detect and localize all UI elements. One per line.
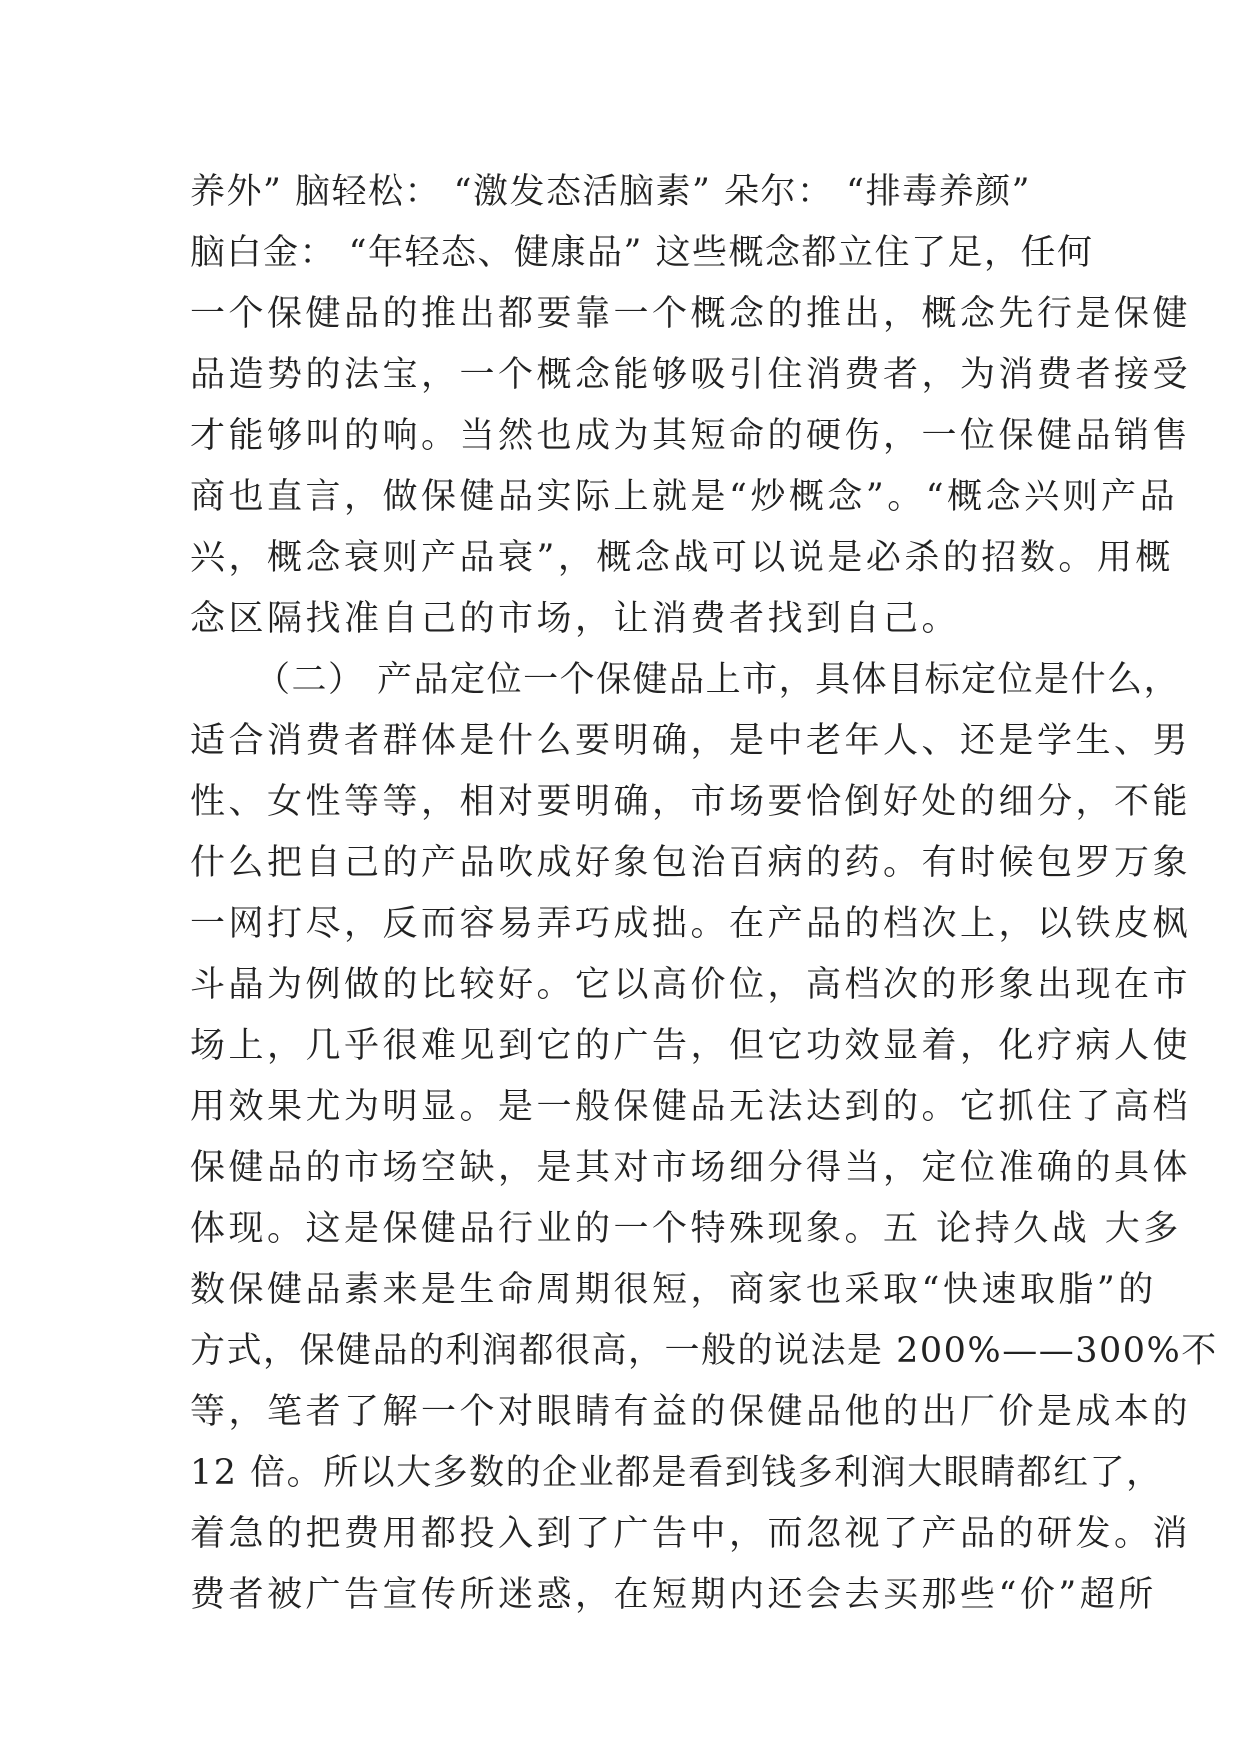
text-line: 等，笔者了解一个对眼睛有益的保健品他的出厂价是成本的 <box>190 1392 1192 1432</box>
text-line: 数保健品素来是生命周期很短，商家也采取“快速取脂”的 <box>190 1270 1157 1310</box>
text-line: 养外” 脑轻松： “激发态活脑素” 朵尔： “排毒养颜” <box>190 172 1031 212</box>
text-line: 才能够叫的响。当然也成为其短命的硬伤，一位保健品销售 <box>190 416 1192 456</box>
text-line: 12 倍。所以大多数的企业都是看到钱多利润大眼睛都红了， <box>190 1453 1163 1493</box>
text-line: 用效果尤为明显。是一般保健品无法达到的。它抓住了高档 <box>190 1087 1192 1127</box>
text-line: 费者被广告宣传所迷惑，在短期内还会去买那些“价”超所 <box>190 1575 1157 1615</box>
text-line: 方式，保健品的利润都很高，一般的说法是 200%——300%不 <box>190 1331 1218 1371</box>
text-line: 性、女性等等，相对要明确，市场要恰倒好处的细分，不能 <box>190 782 1192 822</box>
text-line: 场上，几乎很难见到它的广告，但它功效显着，化疗病人使 <box>190 1026 1192 1066</box>
text-line: 体现。这是保健品行业的一个特殊现象。五 论持久战 大多 <box>190 1209 1182 1249</box>
text-line: 脑白金： “年轻态、健康品” 这些概念都立住了足，任何 <box>190 233 1094 273</box>
text-line: 商也直言，做保健品实际上就是“炒概念”。“概念兴则产品 <box>190 477 1179 517</box>
text-line: 着急的把费用都投入到了广告中，而忽视了产品的研发。消 <box>190 1514 1192 1554</box>
paragraph-start-line: （二） 产品定位一个保健品上市，具体目标定位是什么， <box>255 660 1181 700</box>
body-text <box>190 162 1218 1626</box>
text-line: 什么把自己的产品吹成好象包治百病的药。有时候包罗万象 <box>190 843 1192 883</box>
text-line: 保健品的市场空缺，是其对市场细分得当，定位准确的具体 <box>190 1148 1192 1188</box>
text-line: 念区隔找准自己的市场，让消费者找到自己。 <box>190 599 961 639</box>
text-line: 一个保健品的推出都要靠一个概念的推出，概念先行是保健 <box>190 294 1192 334</box>
text-line: 斗晶为例做的比较好。它以高价位，高档次的形象出现在市 <box>190 965 1192 1005</box>
text-line: 一网打尽，反而容易弄巧成拙。在产品的档次上，以铁皮枫 <box>190 904 1192 944</box>
text-line: 品造势的法宝，一个概念能够吸引住消费者，为消费者接受 <box>190 355 1192 395</box>
text-line: 兴，概念衰则产品衰”，概念战可以说是必杀的招数。用概 <box>190 538 1174 578</box>
text-line: 适合消费者群体是什么要明确，是中老年人、还是学生、男 <box>190 721 1192 761</box>
